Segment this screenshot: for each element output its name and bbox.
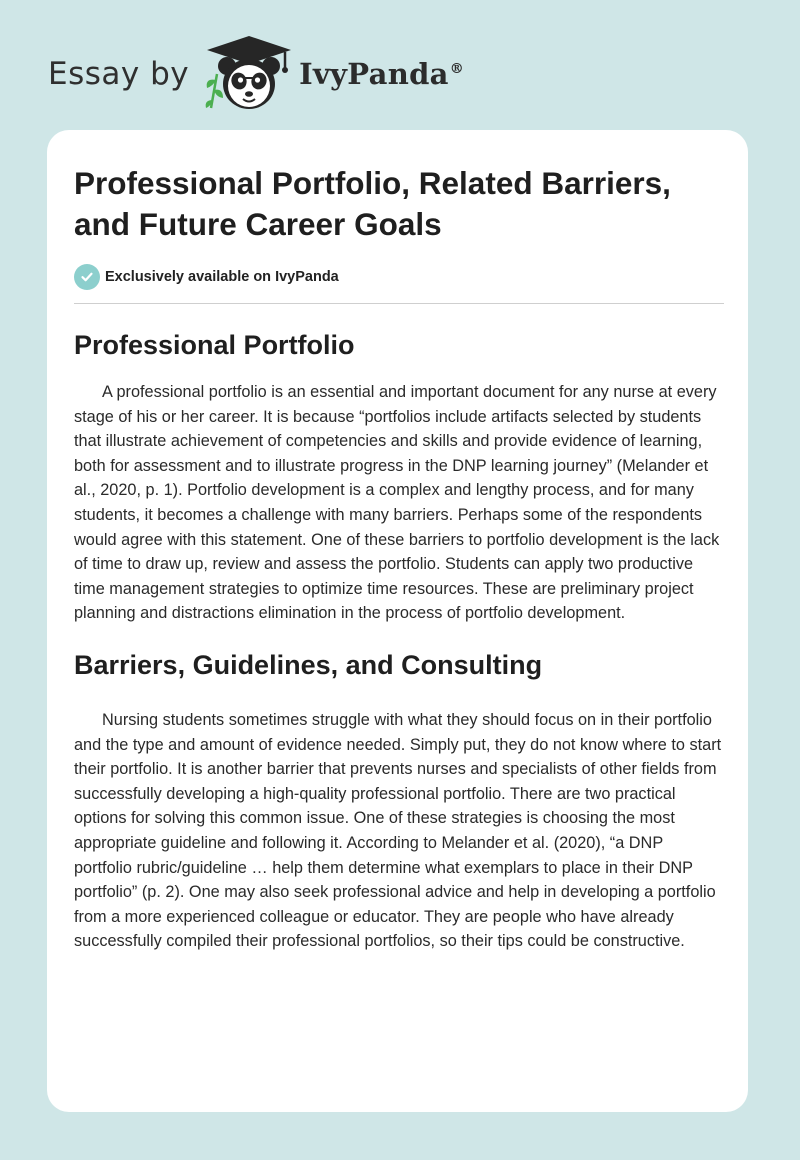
exclusive-badge-text: Exclusively available on IvyPanda [105, 269, 339, 285]
registered-mark: ® [449, 61, 465, 78]
brand-prefix: Essay by [48, 56, 190, 92]
brand-name: IvyPanda® [299, 57, 465, 91]
panda-logo-icon [203, 34, 295, 114]
essay-title: Professional Portfolio, Related Barriers, and Future Career Goals [74, 165, 671, 242]
essay-card [47, 130, 748, 1112]
brand-header[interactable] [48, 34, 464, 114]
check-icon [74, 264, 100, 290]
section-paragraph-professional-portfolio: A professional portfolio is an essential and important document for any nurse at every stage of his or her career. It is because “portfolios include artifacts selected by students that illustrate achievement of competencies and skills and provide evidence of learning, both for assessment and to illustrate progress in the DNP learning journey” (Melander et al., 2020, p. 1). Portfolio development is a complex and lengthy process, and for many students, it becomes a challenge with many barriers. Perhaps some of the respondents would agree with this statement. One of these barriers to portfolio development is the lack of time to draw up, review and assess the portfolio. Students can apply two productive time management strategies to optimize time resources. These are preliminary project planning and distractions elimination in the process of portfolio development. [74, 383, 720, 623]
section-heading-barriers: Barriers, Guidelines, and Consulting [74, 649, 543, 680]
exclusive-badge [74, 264, 724, 290]
section-heading-professional-portfolio: Professional Portfolio [74, 330, 355, 360]
essay-content [74, 163, 724, 954]
title-divider [74, 303, 724, 304]
section-paragraph-barriers: Nursing students sometimes struggle with what they should focus on in their portfolio and the type and amount of evidence needed. Simply put, they do not know where to start their portfolio. It is another barrier that prevents nurses and specialists of other fields from successfully developing a high-quality professional portfolio. There are two practical options for solving this common issue. One of these strategies is choosing the most appropriate guideline and following it. According to Melander et al. (2020), “a DNP portfolio rubric/guideline … help them determine what exemplars to place in their DNP portfolio” (p. 2). One may also seek professional advice and help in developing a portfolio from a more experienced colleague or educator. They are people who have already successfully compiled their professional portfolios, so their tips could be constructive. [74, 710, 722, 951]
